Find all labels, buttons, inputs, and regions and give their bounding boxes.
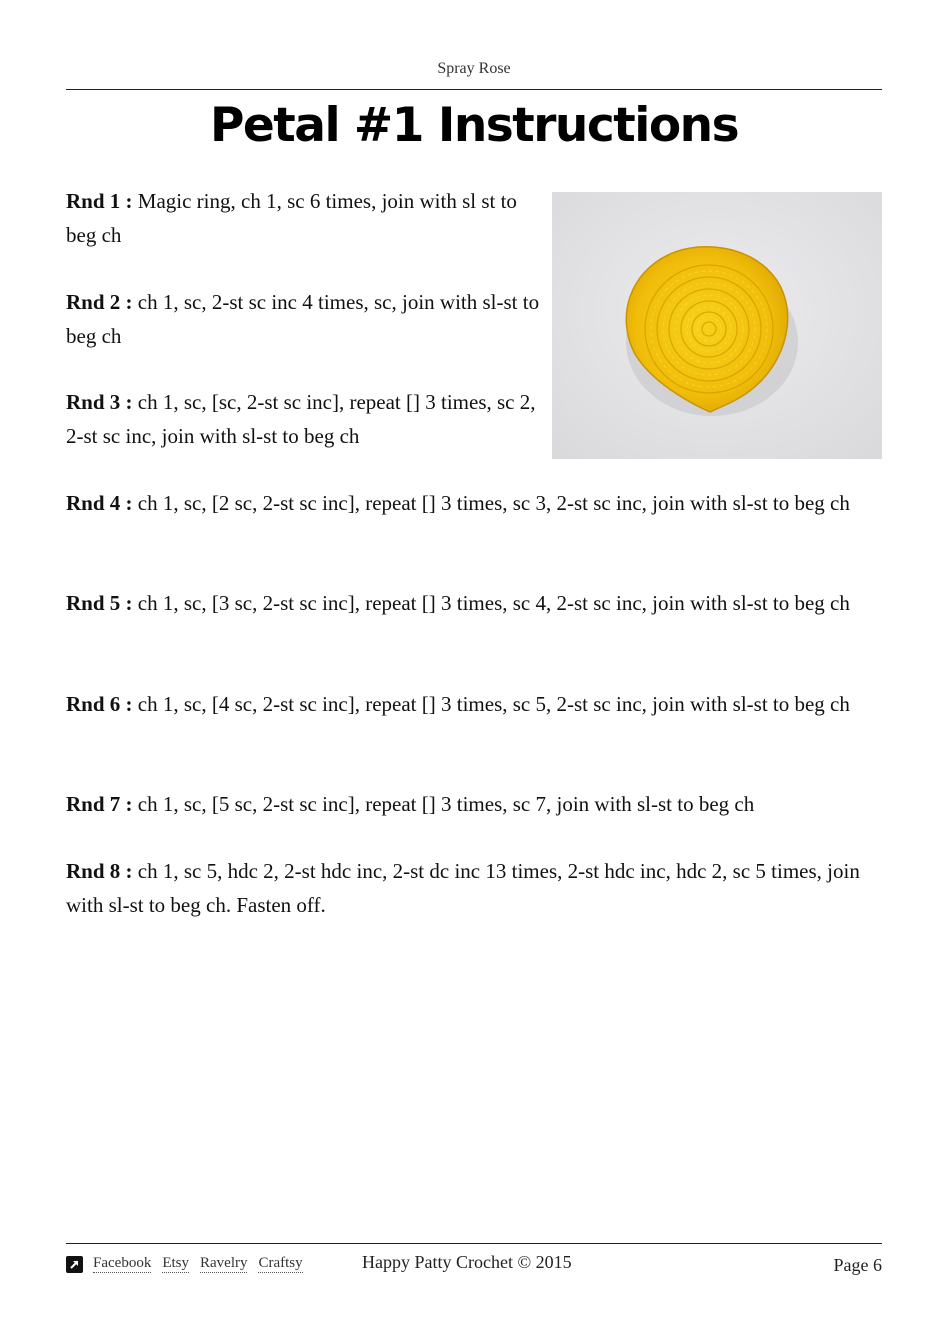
round-label: Rnd 2 : [66,290,133,314]
round-text: ch 1, sc, [3 sc, 2-st sc inc], repeat [] 3 times, sc 4, 2-st sc inc, join with sl-st to beg ch [132,591,850,615]
footer-links [66,1255,314,1273]
round-text: ch 1, sc, 2-st sc inc 4 times, sc, join with sl-st to beg ch [66,290,540,348]
ravelry-link[interactable]: Ravelry [200,1255,248,1271]
round-text: ch 1, sc, [5 sc, 2-st sc inc], repeat [] 3 times, sc 7, join with sl-st to beg ch [132,792,755,816]
etsy-link[interactable]: Etsy [162,1255,189,1271]
footer-divider [66,1243,882,1244]
round-4 [66,486,882,520]
facebook-link[interactable]: Facebook [93,1255,152,1271]
page-title: Petal #1 Instructions [209,98,739,153]
round-label: Rnd 4 : [66,491,133,515]
craftsy-link[interactable]: Craftsy [258,1255,303,1271]
external-link-icon [66,1256,83,1273]
round-label: Rnd 5 : [66,591,133,615]
round-text: Magic ring, ch 1, sc 6 times, join with sl st to beg ch [66,189,517,247]
page-number: Page 6 [833,1255,882,1275]
round-1 [66,184,546,252]
round-3 [66,385,546,453]
round-label: Rnd 6 : [66,692,133,716]
round-text: ch 1, sc, [sc, 2-st sc inc], repeat [] 3 times, sc 2, 2-st sc inc, join with sl-st to beg ch [66,390,536,448]
round-label: Rnd 1 : [66,189,133,213]
round-text: ch 1, sc 5, hdc 2, 2-st hdc inc, 2-st dc inc 13 times, 2-st hdc inc, hdc 2, sc 5 times, join with sl-st to beg ch. Fasten off. [66,859,860,917]
round-text: ch 1, sc, [4 sc, 2-st sc inc], repeat [] 3 times, sc 5, 2-st sc inc, join with sl-st to beg ch [132,692,850,716]
round-7 [66,787,882,821]
round-label: Rnd 8 : [66,859,133,883]
round-text: ch 1, sc, [2 sc, 2-st sc inc], repeat [] 3 times, sc 3, 2-st sc inc, join with sl-st to beg ch [132,491,850,515]
round-8 [66,854,882,922]
round-2 [66,285,546,353]
running-header: Spray Rose [437,60,511,77]
crochet-petal-image [552,192,882,459]
round-6 [66,687,882,721]
round-label: Rnd 3 : [66,390,133,414]
round-5 [66,586,882,620]
round-label: Rnd 7 : [66,792,133,816]
copyright-notice: Happy Patty Crochet © 2015 [362,1252,572,1272]
petal-photo [552,192,882,459]
header-divider [66,89,882,90]
